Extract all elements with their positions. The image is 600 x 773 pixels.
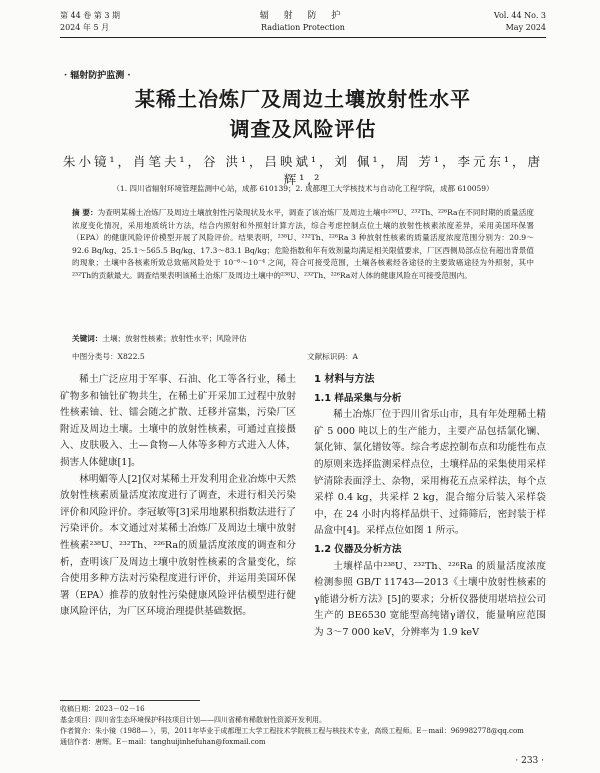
header-right	[494, 10, 546, 34]
keywords	[72, 333, 534, 344]
intro-paragraph-1: 稀土广泛应用于军事、石油、化工等各行业，稀土矿物多和铀钍矿物共生，在稀土矿开采加工过程中放射性核素铀、钍、镭会随之扩散、迁移并富集，污染厂区附近及周边土壤。土壤中的放射性核素，可通过直接摄入、皮肤吸入、土—食物—人体等多种方式进入人体，损害人体健康[1]。	[60, 374, 296, 468]
title-line-1: 某稀土冶炼厂及周边土壤放射性水平	[135, 87, 471, 111]
footnotes	[60, 704, 546, 748]
abstract-text: 为查明某稀土冶炼厂及周边土壤放射性污染现状及水平，调查了该冶炼厂及周边土壤中²³⁸U、²³²Th、²²⁶Ra在不同时期的质量活度浓度变化情况，采用地质统计方法，结合内照射和外照射计算方法，综合考虑控制点位土壤的放射性核素浓度差异，采用美国环保署（EPA）的健康风险评价模型开展了风险评价。结果表明，²³⁸U、²³²Th、²²⁶Ra 3 种放射性核素的质量活度浓度范围分别为：20.9～92.6 Bq/kg、25.1～565.5 Bq/kg、17.3～83.1 Bq/kg；危险指数和年有效剂量均满足相关限值要求，厂区西侧局部点位有超出背景值的现象；土壤中各核素所致总致癌风险处于 10⁻⁶～10⁻⁴ 之间，符合可接受范围，土壤各核素经各途径的主要致癌途径为外照射，其中²³²Th的贡献最大。调查结果表明该稀土冶炼厂及周边土壤中的²³⁸U、²³²Th、²²⁶Ra对人体的健康风险在可接受范围内。	[72, 208, 534, 280]
left-column	[60, 372, 296, 621]
document-code: 文献标识码：A	[307, 352, 359, 361]
footnote-received: 收稿日期：2023－02－16	[60, 705, 145, 713]
keywords-text: 土壤；放射性核素；放射性水平；风险评估	[102, 334, 247, 343]
paper-title	[60, 84, 546, 144]
keywords-label: 关键词：	[72, 334, 103, 343]
section-tag: · 辐射防护监测 ·	[64, 71, 131, 81]
right-column	[314, 372, 546, 642]
subsection-1-2-heading: 1.2 仪器及分析方法	[314, 543, 402, 555]
affiliations: （1. 四川省辐射环境管理监测中心站，成都 610139；2. 成都理工大学核技术与自动化工程学院，成都 610059）	[112, 184, 494, 193]
author-list: 朱小镜¹，肖笔夫¹，谷 洪¹，吕映斌¹，刘 佩¹，周 芳¹，李元东¹，唐 辉¹,²	[63, 154, 543, 187]
volume-en: Vol. 44 No. 3	[493, 11, 546, 20]
journal-name-cn: 辐 射 防 护	[259, 11, 347, 21]
page-number: · 233 ·	[515, 756, 544, 766]
abstract	[72, 207, 534, 283]
subsection-1-2-text: 土壤样品中²³⁸U、²³²Th、²²⁶Ra 的质量活度浓度检测参照 GB/T 11743—2013《土壤中放射性核素的γ能谱分析方法》[5]的要求；分析仪器使用堪培拉公司生产的 BE6530 宽能型高纯锗γ谱仪，能量响应范围为 3～7 000 keV，分辨率为 1.9 keV	[314, 560, 546, 638]
footnote-rule	[60, 700, 200, 701]
header-rule	[60, 37, 546, 38]
journal-name-en: Radiation Protection	[261, 23, 345, 32]
subsection-1-1-heading: 1.1 样品采集与分析	[314, 392, 402, 404]
date-en: May 2024	[505, 23, 546, 32]
volume-cn: 第 44 卷 第 3 期	[60, 11, 120, 20]
classification-meta	[72, 351, 534, 362]
footnote-funding: 基金项目：四川省生态环境保护科技项目计划——四川省稀有稀散射性资源开发利用。	[60, 716, 326, 724]
section-1-heading: 1 材料与方法	[314, 374, 375, 385]
subsection-1-1-text: 稀土冶炼厂位于四川省乐山市，具有年处理稀土精矿 5 000 吨以上的生产能力，主要产品包括氯化镧、氯化铈、氯化镨钕等。综合考虑控制布点和功能性布点的原则来选择监测采样点位，土壤样品的采集使用采样铲清除表面浮土、杂物，采用梅花五点采样法，每个点采样 0.4 kg，共采样 2 kg，混合缩分后装入采样袋中，在 24 小时内将样品烘干、过筛筛后，密封装于样品盒中[4]。采样点位如图 1 所示。	[314, 409, 546, 537]
running-header	[60, 6, 546, 40]
classification-number: 中图分类号：X822.5	[72, 352, 145, 361]
date-cn: 2024 年 5 月	[60, 23, 110, 32]
header-center	[60, 10, 546, 34]
abstract-label: 摘 要：	[72, 208, 98, 217]
footnote-corresponding: 通信作者：唐辉。E－mail：tanghuijinhefuhan@foxmail.com	[60, 738, 266, 746]
intro-paragraph-2: 林明媚等人[2]仅对某稀土开发利用企业冶炼中天然放射性核素质量活度浓度进行了调查，未进行相关污染评价和风险评价。李冠敏等[3]采用地累积指数法进行了污染评价。本文通过对某稀土冶炼厂及周边土壤中放射性核素²³⁸U、²³²Th、²²⁶Ra的质量活度浓度的调查和分析，查明该厂及周边土壤中放射性核素的含量变化，综合使用多种方法对污染程度进行评价，并运用美国环保署（EPA）推荐的放射性污染健康风险评估模型进行健康风险评估，为厂区环境治理提供基础数据。	[60, 473, 296, 618]
footnote-author-bio: 作者简介：朱小镜（1988— ），男，2011年毕业于成都理工大学工程技术学院核工程与核技术专业，高级工程师。E－mail：969982778@qq.com	[60, 727, 524, 735]
title-line-2: 调查及风险评估	[229, 117, 377, 141]
